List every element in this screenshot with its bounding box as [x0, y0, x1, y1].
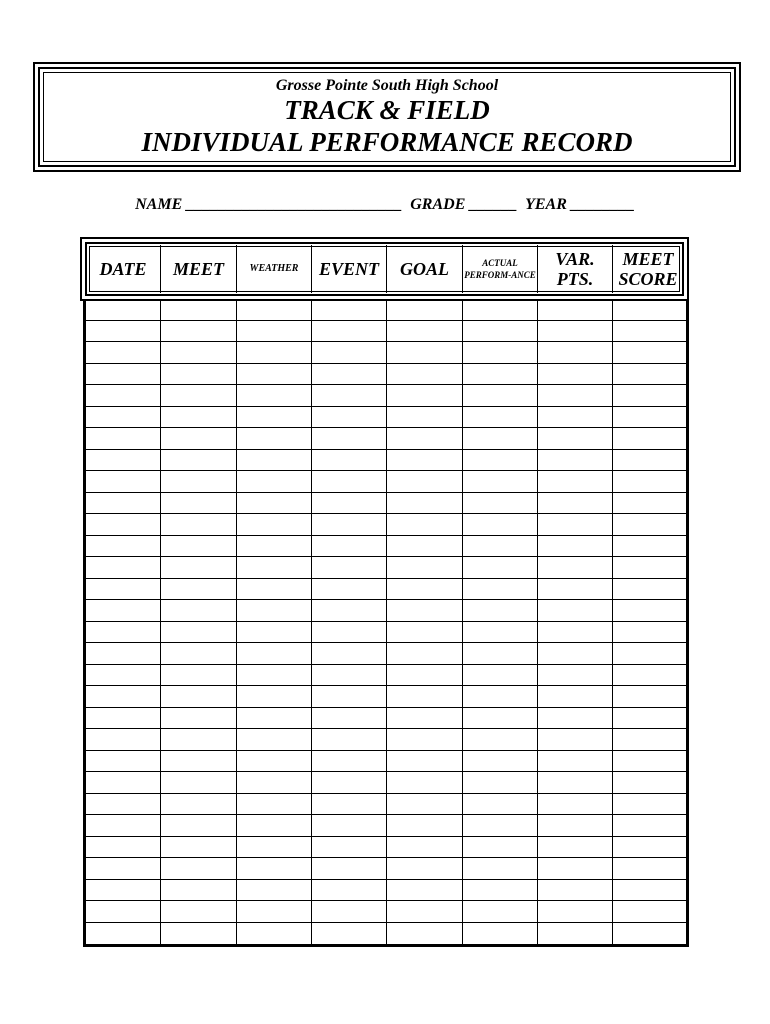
table-cell-weather[interactable]	[237, 493, 312, 514]
table-row	[86, 643, 686, 665]
table-cell-date[interactable]	[86, 901, 161, 922]
table-cell-var-pts[interactable]	[538, 708, 613, 729]
table-cell-var-pts[interactable]	[538, 428, 613, 449]
table-cell-actual-performance[interactable]	[463, 751, 538, 772]
table-cell-goal[interactable]	[387, 407, 463, 428]
table-cell-actual-performance[interactable]	[463, 643, 538, 664]
table-cell-meet-score[interactable]	[613, 708, 686, 729]
table-cell-actual-performance[interactable]	[463, 923, 538, 945]
table-cell-actual-performance[interactable]	[463, 686, 538, 707]
table-cell-weather[interactable]	[237, 557, 312, 578]
table-cell-event[interactable]	[312, 557, 387, 578]
table-row	[86, 815, 686, 837]
table-cell-event[interactable]	[312, 686, 387, 707]
table-cell-actual-performance[interactable]	[463, 901, 538, 922]
header-box	[33, 62, 741, 172]
table-cell-event[interactable]	[312, 321, 387, 342]
table-cell-date[interactable]	[86, 708, 161, 729]
table-cell-meet[interactable]	[161, 364, 237, 385]
table-cell-var-pts[interactable]	[538, 858, 613, 879]
table-cell-event[interactable]	[312, 901, 387, 922]
table-cell-event[interactable]	[312, 923, 387, 945]
table-row	[86, 665, 686, 687]
table-cell-meet[interactable]	[161, 858, 237, 879]
table-cell-meet-score[interactable]	[613, 557, 686, 578]
table-row	[86, 471, 686, 493]
table-cell-goal[interactable]	[387, 450, 463, 471]
table-cell-var-pts[interactable]	[538, 751, 613, 772]
table-row	[86, 385, 686, 407]
table-cell-goal[interactable]	[387, 622, 463, 643]
table-cell-meet-score[interactable]	[613, 686, 686, 707]
table-cell-meet-score[interactable]	[613, 837, 686, 858]
table-cell-date[interactable]	[86, 299, 161, 320]
table-cell-weather[interactable]	[237, 536, 312, 557]
table-cell-meet-score[interactable]	[613, 493, 686, 514]
table-cell-var-pts[interactable]	[538, 364, 613, 385]
table-cell-goal[interactable]	[387, 385, 463, 406]
table-cell-weather[interactable]	[237, 450, 312, 471]
table-cell-var-pts[interactable]	[538, 794, 613, 815]
table-cell-var-pts[interactable]	[538, 772, 613, 793]
table-row	[86, 342, 686, 364]
table-cell-date[interactable]	[86, 643, 161, 664]
table-cell-date[interactable]	[86, 471, 161, 492]
table-cell-meet[interactable]	[161, 493, 237, 514]
table-cell-weather[interactable]	[237, 600, 312, 621]
table-cell-goal[interactable]	[387, 342, 463, 363]
table-cell-var-pts[interactable]	[538, 579, 613, 600]
table-row	[86, 321, 686, 343]
table-cell-weather[interactable]	[237, 729, 312, 750]
table-row	[86, 557, 686, 579]
table-row	[86, 901, 686, 923]
table-cell-var-pts[interactable]	[538, 622, 613, 643]
table-cell-meet-score[interactable]	[613, 364, 686, 385]
table-cell-var-pts[interactable]	[538, 901, 613, 922]
table-cell-weather[interactable]	[237, 837, 312, 858]
table-row	[86, 923, 686, 945]
table-cell-meet[interactable]	[161, 622, 237, 643]
table-cell-event[interactable]	[312, 729, 387, 750]
table-row	[86, 729, 686, 751]
table-cell-meet[interactable]	[161, 471, 237, 492]
table-cell-event[interactable]	[312, 364, 387, 385]
table-cell-meet[interactable]	[161, 321, 237, 342]
table-cell-weather[interactable]	[237, 364, 312, 385]
table-cell-meet-score[interactable]	[613, 385, 686, 406]
table-cell-var-pts[interactable]	[538, 514, 613, 535]
table-row	[86, 880, 686, 902]
column-header-meet-score: MEET SCORE	[618, 249, 678, 289]
table-cell-meet[interactable]	[161, 923, 237, 945]
table-cell-var-pts[interactable]	[538, 923, 613, 945]
table-cell-date[interactable]	[86, 794, 161, 815]
table-cell-goal[interactable]	[387, 579, 463, 600]
table-cell-meet[interactable]	[161, 385, 237, 406]
table-cell-meet-score[interactable]	[613, 643, 686, 664]
table-cell-var-pts[interactable]	[538, 299, 613, 320]
table-row	[86, 536, 686, 558]
table-cell-var-pts[interactable]	[538, 493, 613, 514]
table-row	[86, 364, 686, 386]
table-body	[83, 299, 689, 947]
table-cell-actual-performance[interactable]	[463, 321, 538, 342]
table-cell-var-pts[interactable]	[538, 665, 613, 686]
table-cell-weather[interactable]	[237, 385, 312, 406]
table-cell-meet-score[interactable]	[613, 579, 686, 600]
table-cell-event[interactable]	[312, 385, 387, 406]
table-cell-actual-performance[interactable]	[463, 493, 538, 514]
table-row	[86, 772, 686, 794]
table-cell-goal[interactable]	[387, 751, 463, 772]
table-cell-event[interactable]	[312, 514, 387, 535]
table-cell-meet-score[interactable]	[613, 514, 686, 535]
table-cell-meet[interactable]	[161, 708, 237, 729]
table-row	[86, 407, 686, 429]
header-content	[43, 72, 731, 162]
table-cell-weather[interactable]	[237, 428, 312, 449]
table-row	[86, 622, 686, 644]
table-cell-goal[interactable]	[387, 708, 463, 729]
column-header-meet: MEET	[161, 245, 237, 293]
table-cell-meet-score[interactable]	[613, 321, 686, 342]
table-cell-date[interactable]	[86, 579, 161, 600]
table-cell-weather[interactable]	[237, 858, 312, 879]
table-cell-meet[interactable]	[161, 751, 237, 772]
table-cell-meet-score[interactable]	[613, 471, 686, 492]
table-cell-weather[interactable]	[237, 815, 312, 836]
table-cell-weather[interactable]	[237, 794, 312, 815]
table-cell-weather[interactable]	[237, 708, 312, 729]
table-cell-date[interactable]	[86, 342, 161, 363]
table-row	[86, 299, 686, 321]
table-cell-weather[interactable]	[237, 901, 312, 922]
table-cell-event[interactable]	[312, 772, 387, 793]
table-cell-event[interactable]	[312, 493, 387, 514]
table-cell-weather[interactable]	[237, 407, 312, 428]
table-cell-meet-score[interactable]	[613, 665, 686, 686]
table-cell-actual-performance[interactable]	[463, 428, 538, 449]
table-cell-weather[interactable]	[237, 751, 312, 772]
table-row	[86, 450, 686, 472]
table-cell-event[interactable]	[312, 815, 387, 836]
student-info-line: NAME ___________________________ GRADE ______ YEAR ________	[135, 196, 635, 213]
school-name: Grosse Pointe South High School	[275, 77, 499, 94]
table-cell-weather[interactable]	[237, 880, 312, 901]
column-header-goal: GOAL	[387, 245, 463, 293]
table-row	[86, 579, 686, 601]
table-cell-meet[interactable]	[161, 686, 237, 707]
table-cell-meet-score[interactable]	[613, 858, 686, 879]
table-cell-actual-performance[interactable]	[463, 729, 538, 750]
table-cell-actual-performance[interactable]	[463, 794, 538, 815]
table-cell-meet[interactable]	[161, 514, 237, 535]
table-cell-weather[interactable]	[237, 686, 312, 707]
table-cell-goal[interactable]	[387, 901, 463, 922]
table-cell-var-pts[interactable]	[538, 321, 613, 342]
table-cell-actual-performance[interactable]	[463, 622, 538, 643]
table-cell-goal[interactable]	[387, 428, 463, 449]
table-cell-date[interactable]	[86, 772, 161, 793]
table-cell-var-pts[interactable]	[538, 600, 613, 621]
table-cell-event[interactable]	[312, 579, 387, 600]
table-cell-actual-performance[interactable]	[463, 385, 538, 406]
table-cell-actual-performance[interactable]	[463, 579, 538, 600]
table-cell-event[interactable]	[312, 751, 387, 772]
table-cell-date[interactable]	[86, 536, 161, 557]
table-cell-date[interactable]	[86, 600, 161, 621]
table-cell-date[interactable]	[86, 923, 161, 945]
table-cell-var-pts[interactable]	[538, 686, 613, 707]
table-cell-goal[interactable]	[387, 514, 463, 535]
table-cell-meet-score[interactable]	[613, 815, 686, 836]
table-cell-date[interactable]	[86, 622, 161, 643]
table-cell-var-pts[interactable]	[538, 643, 613, 664]
page-title: TRACK & FIELD	[284, 95, 490, 125]
table-cell-var-pts[interactable]	[538, 815, 613, 836]
table-cell-actual-performance[interactable]	[463, 557, 538, 578]
table-cell-date[interactable]	[86, 321, 161, 342]
table-cell-actual-performance[interactable]	[463, 665, 538, 686]
table-cell-event[interactable]	[312, 643, 387, 664]
table-cell-weather[interactable]	[237, 643, 312, 664]
table-cell-goal[interactable]	[387, 643, 463, 664]
table-cell-goal[interactable]	[387, 858, 463, 879]
table-cell-meet[interactable]	[161, 407, 237, 428]
table-cell-meet-score[interactable]	[613, 407, 686, 428]
table-cell-event[interactable]	[312, 299, 387, 320]
table-cell-meet-score[interactable]	[613, 751, 686, 772]
column-header-event: EVENT	[312, 245, 387, 293]
table-cell-weather[interactable]	[237, 622, 312, 643]
table-cell-var-pts[interactable]	[538, 557, 613, 578]
table-cell-meet-score[interactable]	[613, 342, 686, 363]
table-cell-event[interactable]	[312, 407, 387, 428]
table-cell-event[interactable]	[312, 342, 387, 363]
table-cell-goal[interactable]	[387, 880, 463, 901]
table-cell-var-pts[interactable]	[538, 342, 613, 363]
table-cell-meet[interactable]	[161, 837, 237, 858]
table-cell-meet-score[interactable]	[613, 794, 686, 815]
table-cell-meet-score[interactable]	[613, 450, 686, 471]
table-cell-goal[interactable]	[387, 686, 463, 707]
table-row	[86, 514, 686, 536]
table-cell-actual-performance[interactable]	[463, 772, 538, 793]
table-cell-event[interactable]	[312, 858, 387, 879]
table-cell-event[interactable]	[312, 622, 387, 643]
table-cell-goal[interactable]	[387, 600, 463, 621]
table-cell-meet[interactable]	[161, 299, 237, 320]
table-cell-goal[interactable]	[387, 837, 463, 858]
table-cell-meet-score[interactable]	[613, 428, 686, 449]
table-cell-meet[interactable]	[161, 450, 237, 471]
table-cell-meet[interactable]	[161, 729, 237, 750]
table-cell-var-pts[interactable]	[538, 536, 613, 557]
table-cell-goal[interactable]	[387, 923, 463, 945]
table-cell-event[interactable]	[312, 600, 387, 621]
table-cell-var-pts[interactable]	[538, 450, 613, 471]
table-cell-meet[interactable]	[161, 579, 237, 600]
table-cell-meet[interactable]	[161, 794, 237, 815]
table-cell-meet-score[interactable]	[613, 880, 686, 901]
table-cell-meet[interactable]	[161, 536, 237, 557]
table-cell-date[interactable]	[86, 665, 161, 686]
table-cell-event[interactable]	[312, 450, 387, 471]
table-cell-meet[interactable]	[161, 880, 237, 901]
table-cell-goal[interactable]	[387, 493, 463, 514]
page-subtitle: INDIVIDUAL PERFORMANCE RECORD	[141, 127, 633, 157]
table-row	[86, 600, 686, 622]
table-cell-meet-score[interactable]	[613, 622, 686, 643]
table-cell-meet-score[interactable]	[613, 600, 686, 621]
table-cell-goal[interactable]	[387, 471, 463, 492]
table-cell-actual-performance[interactable]	[463, 407, 538, 428]
table-cell-goal[interactable]	[387, 815, 463, 836]
table-cell-meet[interactable]	[161, 557, 237, 578]
table-cell-goal[interactable]	[387, 772, 463, 793]
table-cell-actual-performance[interactable]	[463, 880, 538, 901]
table-cell-event[interactable]	[312, 837, 387, 858]
table-cell-var-pts[interactable]	[538, 837, 613, 858]
table-cell-date[interactable]	[86, 428, 161, 449]
table-cell-var-pts[interactable]	[538, 729, 613, 750]
table-cell-goal[interactable]	[387, 557, 463, 578]
table-cell-goal[interactable]	[387, 536, 463, 557]
table-cell-actual-performance[interactable]	[463, 342, 538, 363]
table-cell-actual-performance[interactable]	[463, 536, 538, 557]
table-cell-event[interactable]	[312, 880, 387, 901]
table-cell-meet[interactable]	[161, 665, 237, 686]
table-cell-weather[interactable]	[237, 342, 312, 363]
table-cell-weather[interactable]	[237, 923, 312, 945]
table-cell-actual-performance[interactable]	[463, 471, 538, 492]
table-cell-goal[interactable]	[387, 299, 463, 320]
table-cell-meet-score[interactable]	[613, 772, 686, 793]
table-cell-date[interactable]	[86, 815, 161, 836]
table-cell-var-pts[interactable]	[538, 407, 613, 428]
table-cell-meet[interactable]	[161, 901, 237, 922]
table-row	[86, 708, 686, 730]
table-cell-date[interactable]	[86, 450, 161, 471]
table-cell-weather[interactable]	[237, 579, 312, 600]
table-cell-meet-score[interactable]	[613, 923, 686, 945]
table-cell-actual-performance[interactable]	[463, 299, 538, 320]
header-inner-border	[38, 67, 736, 167]
table-cell-event[interactable]	[312, 665, 387, 686]
table-cell-date[interactable]	[86, 837, 161, 858]
table-cell-actual-performance[interactable]	[463, 600, 538, 621]
table-row	[86, 428, 686, 450]
table-cell-goal[interactable]	[387, 665, 463, 686]
table-cell-weather[interactable]	[237, 321, 312, 342]
table-cell-meet-score[interactable]	[613, 299, 686, 320]
table-cell-date[interactable]	[86, 364, 161, 385]
table-cell-meet[interactable]	[161, 772, 237, 793]
table-cell-weather[interactable]	[237, 772, 312, 793]
table-cell-meet[interactable]	[161, 600, 237, 621]
table-cell-date[interactable]	[86, 686, 161, 707]
table-row	[86, 686, 686, 708]
table-cell-weather[interactable]	[237, 471, 312, 492]
table-row	[86, 493, 686, 515]
table-cell-event[interactable]	[312, 794, 387, 815]
table-header-row	[86, 245, 683, 293]
table-cell-actual-performance[interactable]	[463, 837, 538, 858]
table-row	[86, 858, 686, 880]
table-cell-date[interactable]	[86, 493, 161, 514]
table-row	[86, 751, 686, 773]
table-cell-date[interactable]	[86, 751, 161, 772]
table-cell-date[interactable]	[86, 385, 161, 406]
table-cell-event[interactable]	[312, 428, 387, 449]
column-header-weather: WEATHER	[237, 245, 312, 293]
table-cell-goal[interactable]	[387, 794, 463, 815]
column-header-actual-performance: ACTUAL PERFORM-ANCE	[463, 245, 538, 293]
table-cell-meet[interactable]	[161, 643, 237, 664]
table-cell-weather[interactable]	[237, 514, 312, 535]
table-cell-date[interactable]	[86, 729, 161, 750]
column-header-var-pts: VAR. PTS.	[538, 245, 613, 293]
table-cell-event[interactable]	[312, 471, 387, 492]
table-cell-meet[interactable]	[161, 428, 237, 449]
performance-table	[80, 237, 689, 947]
table-row	[86, 794, 686, 816]
table-row	[86, 837, 686, 859]
table-cell-date[interactable]	[86, 407, 161, 428]
table-cell-actual-performance[interactable]	[463, 450, 538, 471]
table-cell-event[interactable]	[312, 708, 387, 729]
table-cell-goal[interactable]	[387, 321, 463, 342]
table-cell-meet-score[interactable]	[613, 536, 686, 557]
table-cell-var-pts[interactable]	[538, 385, 613, 406]
table-cell-actual-performance[interactable]	[463, 858, 538, 879]
table-cell-meet[interactable]	[161, 815, 237, 836]
table-cell-meet-score[interactable]	[613, 729, 686, 750]
table-cell-date[interactable]	[86, 514, 161, 535]
table-cell-meet-score[interactable]	[613, 901, 686, 922]
table-cell-actual-performance[interactable]	[463, 514, 538, 535]
table-cell-goal[interactable]	[387, 729, 463, 750]
table-cell-meet[interactable]	[161, 342, 237, 363]
column-header-date: DATE	[86, 245, 161, 293]
table-cell-date[interactable]	[86, 557, 161, 578]
table-cell-goal[interactable]	[387, 364, 463, 385]
table-cell-actual-performance[interactable]	[463, 364, 538, 385]
table-cell-var-pts[interactable]	[538, 471, 613, 492]
table-cell-date[interactable]	[86, 880, 161, 901]
table-cell-weather[interactable]	[237, 299, 312, 320]
table-cell-var-pts[interactable]	[538, 880, 613, 901]
table-cell-actual-performance[interactable]	[463, 815, 538, 836]
table-cell-actual-performance[interactable]	[463, 708, 538, 729]
table-cell-date[interactable]	[86, 858, 161, 879]
table-cell-event[interactable]	[312, 536, 387, 557]
table-cell-weather[interactable]	[237, 665, 312, 686]
